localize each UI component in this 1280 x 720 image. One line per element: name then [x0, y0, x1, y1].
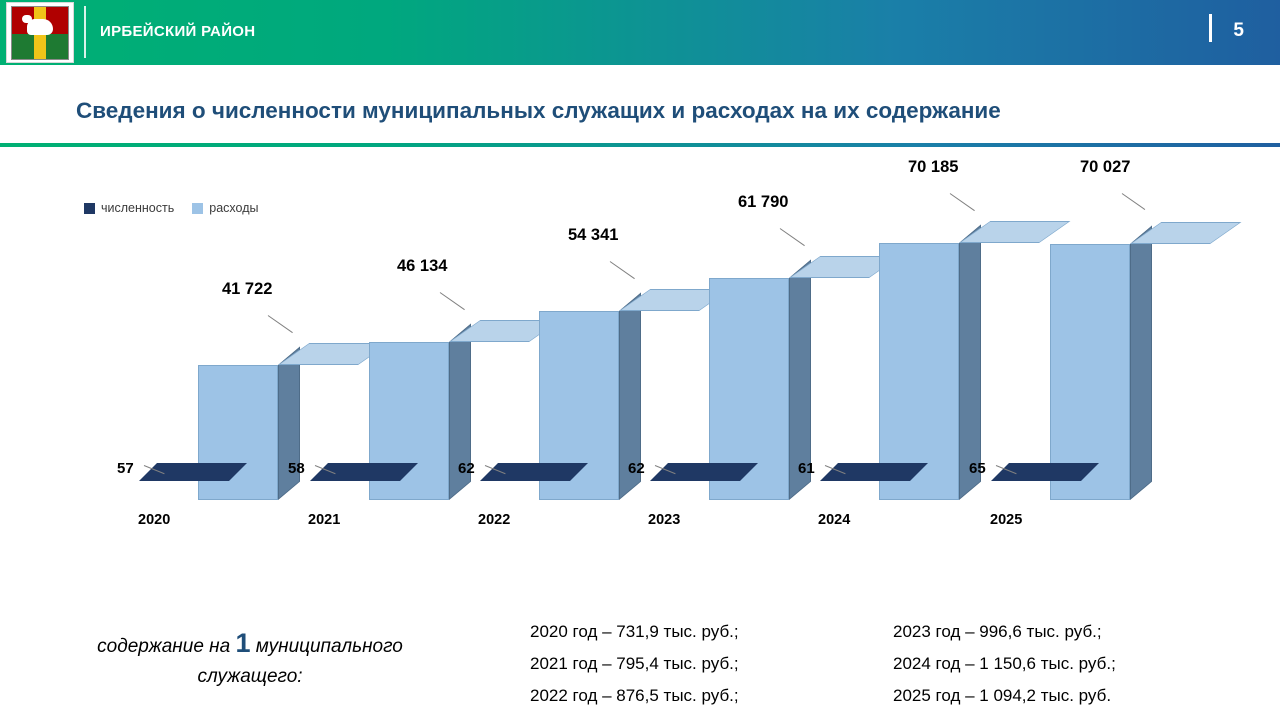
list-item: 2021 год – 795,4 тыс. руб.;	[530, 654, 739, 673]
category-label: 2021	[308, 512, 341, 528]
bar-value-label: 70 185	[908, 158, 959, 176]
footnote	[40, 628, 460, 692]
page-title: Сведения о численности муниципальных служащих и расходах на их содержание	[76, 98, 1001, 123]
category-label: 2022	[478, 512, 511, 528]
slab-value-label: 62	[458, 460, 475, 477]
cost-list-right	[893, 616, 1116, 712]
list-item: 2025 год – 1 094,2 тыс. руб.	[893, 686, 1112, 705]
footnote-part2: муниципального	[255, 636, 403, 657]
bar-headcount	[650, 463, 758, 481]
category-label: 2023	[648, 512, 681, 528]
slab-value-label: 58	[288, 460, 305, 477]
bar-value-label: 46 134	[397, 257, 448, 275]
category-label: 2024	[818, 512, 851, 528]
bar-value-label: 41 722	[222, 280, 273, 298]
bar-headcount	[820, 463, 928, 481]
category-label: 2020	[138, 512, 171, 528]
legend-label: расходы	[209, 201, 259, 215]
list-item: 2024 год – 1 150,6 тыс. руб.;	[893, 654, 1116, 673]
bar-headcount	[480, 463, 588, 481]
list-item: 2022 год – 876,5 тыс. руб.;	[530, 686, 739, 705]
district-name: ИРБЕЙСКИЙ РАЙОН	[100, 23, 256, 40]
header-divider	[84, 6, 86, 58]
list-item: 2020 год – 731,9 тыс. руб.;	[530, 622, 739, 641]
page-divider	[1209, 14, 1212, 42]
bar-headcount	[991, 463, 1099, 481]
bar-value-label: 61 790	[738, 193, 789, 211]
bar-value-label: 54 341	[568, 226, 619, 244]
bar-headcount	[139, 463, 247, 481]
slab-value-label: 65	[969, 460, 986, 477]
coat-of-arms-icon	[6, 2, 74, 63]
bar-chart	[0, 160, 1280, 560]
footnote-number: 1	[235, 628, 251, 658]
footnote-part3: служащего:	[197, 666, 303, 687]
legend-label: численность	[101, 201, 175, 215]
slab-value-label: 62	[628, 460, 645, 477]
page-number: 5	[1233, 20, 1244, 41]
slide-header	[0, 0, 1280, 65]
slab-value-label: 57	[117, 460, 134, 477]
title-rule	[0, 143, 1280, 147]
category-label: 2025	[990, 512, 1023, 528]
slab-value-label: 61	[798, 460, 815, 477]
bar-headcount	[310, 463, 418, 481]
bar-value-label: 70 027	[1080, 158, 1131, 176]
list-item: 2023 год – 996,6 тыс. руб.;	[893, 622, 1102, 641]
footnote-part1: содержание на	[97, 636, 231, 657]
cost-list-left	[530, 616, 739, 712]
